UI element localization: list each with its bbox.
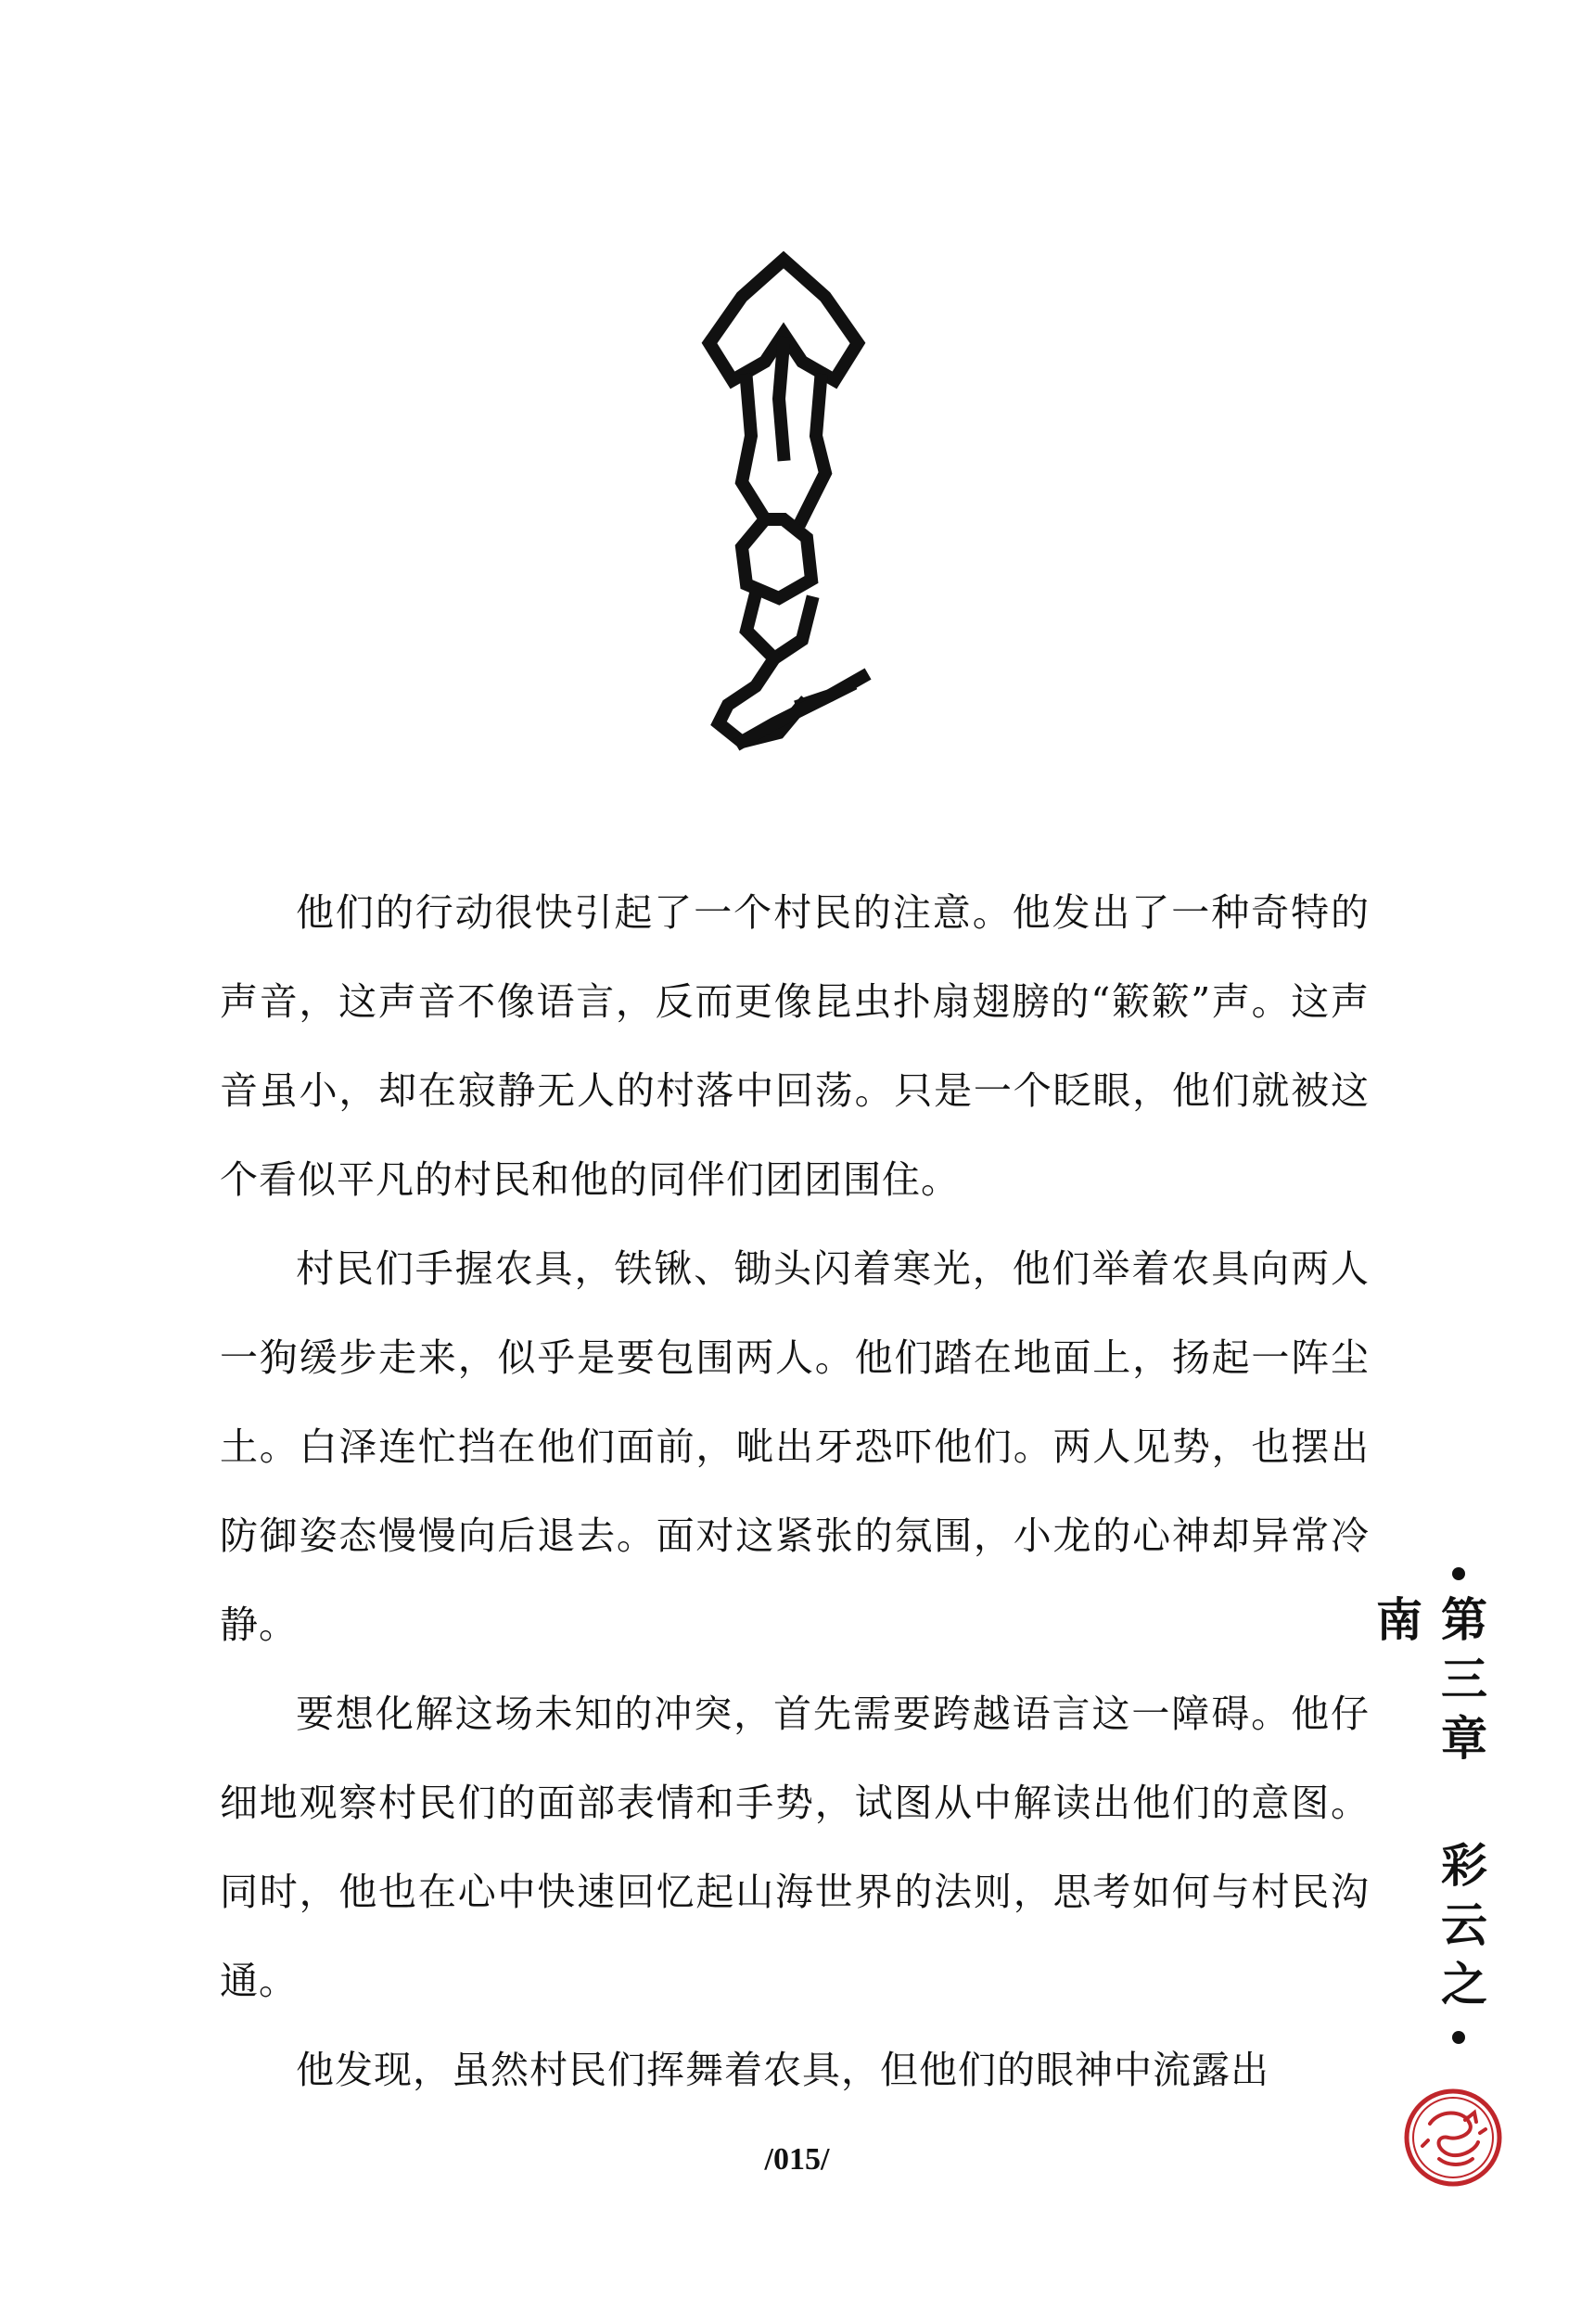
chapter-title: 第三章 彩云之南 (1369, 1595, 1488, 2019)
paragraph: 要想化解这场未知的冲突，首先需要跨越语言这一障碍。他仔细地观察村民们的面部表情和手势，试图从中解读出他们的意图。同时，他也在心中快速回忆起山海世界的法则，思考如何与村民沟通。 (220, 1692, 1370, 2003)
paragraph: 他们的行动很快引起了一个村民的注意。他发出了一种奇特的声音，这声音不像语言，反而更像昆虫扑扇翅膀的“簌簌”声。这声音虽小，却在寂静无人的村落中回荡。只是一个眨眼，他们就被这个看似平凡的村民和他的同伴们团团围住。 (220, 890, 1370, 1202)
chapter-dot-icon (1452, 2031, 1465, 2044)
oracle-glyph-illustration (691, 241, 876, 798)
body-text (220, 868, 1370, 2114)
page-number: /015/ (764, 2142, 830, 2177)
chapter-title-vertical (1369, 1567, 1493, 2049)
chapter-dot-icon (1452, 1567, 1465, 1580)
paragraph: 村民们手握农具，铁锹、锄头闪着寒光，他们举着农具向两人一狗缓步走来，似乎是要包围两人。他们踏在地面上，扬起一阵尘土。白泽连忙挡在他们面前，呲出牙恐吓他们。两人见势，也摆出防御姿态慢慢向后退去。面对这紧张的氛围，小龙的心神却异常冷静。 (220, 1246, 1370, 1647)
paragraph: 他发现，虽然村民们挥舞着农具，但他们的眼神中流露出 (296, 2048, 1269, 2092)
ancient-oracle-bone-glyph-icon (691, 241, 876, 798)
